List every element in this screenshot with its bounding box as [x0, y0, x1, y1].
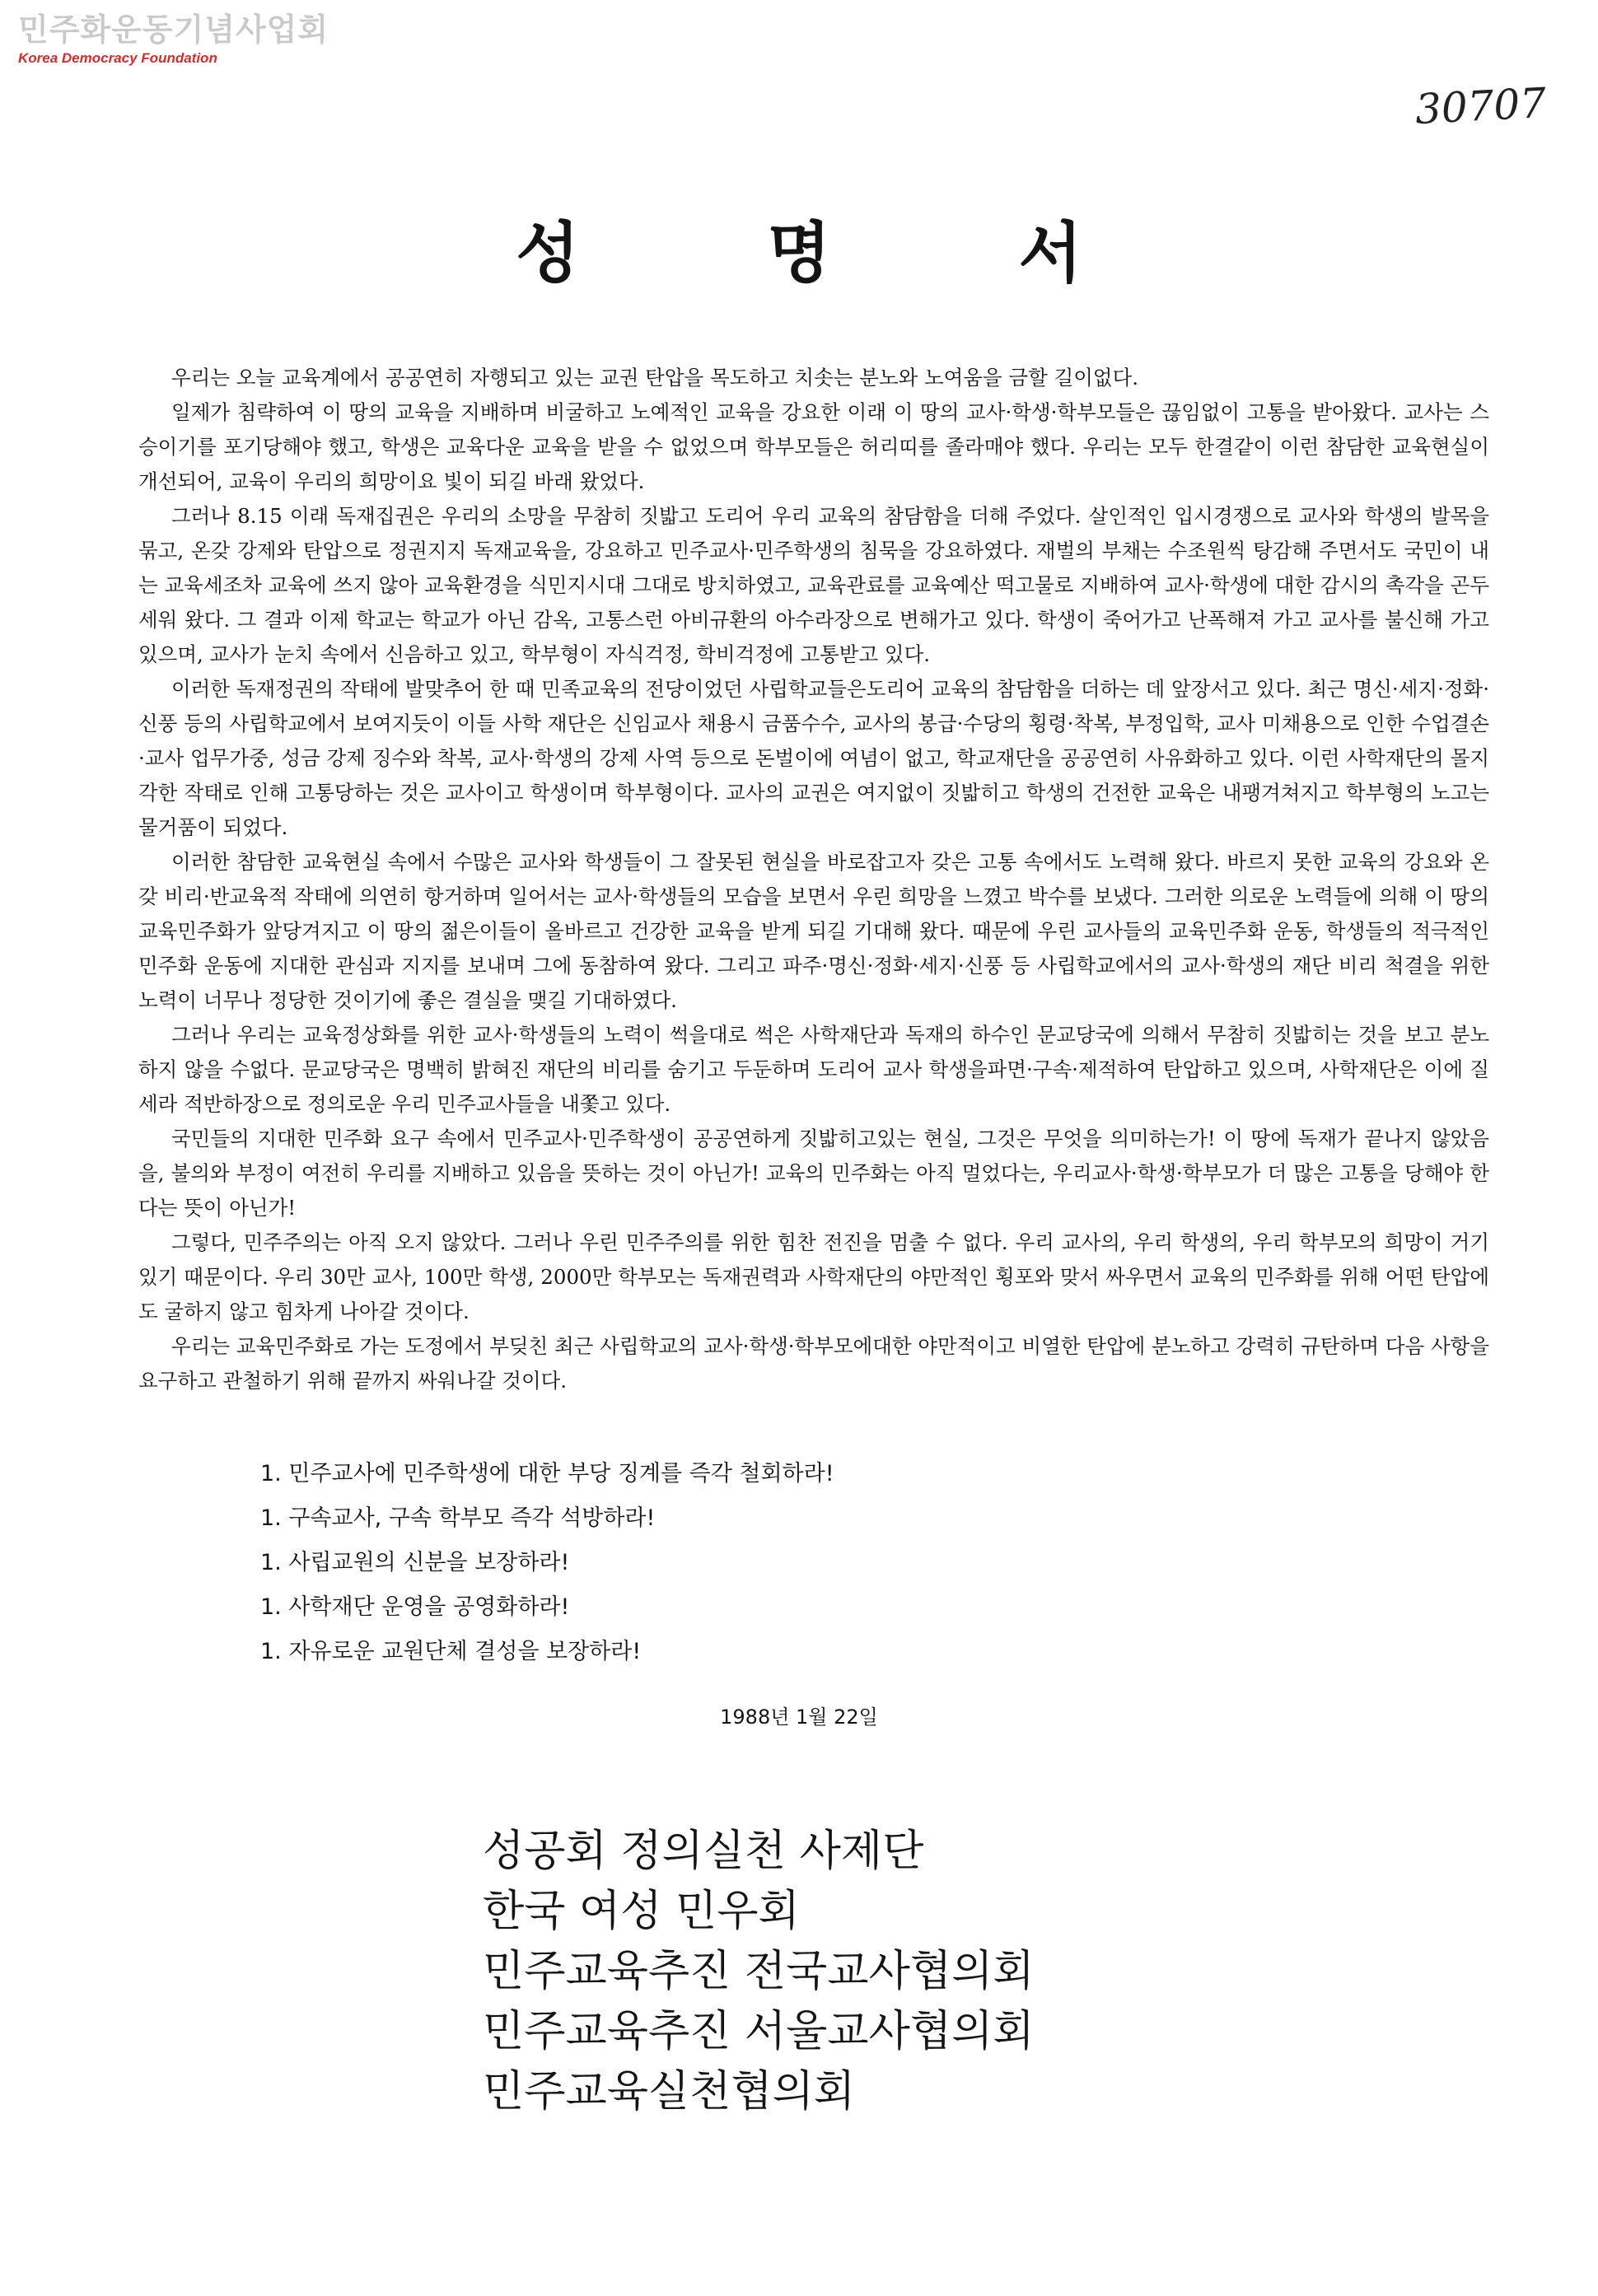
watermark-english: Korea Democracy Foundation [18, 50, 217, 66]
watermark [18, 12, 329, 68]
demand-item: 1. 자유로운 교원단체 결성을 보장하라! [260, 1639, 642, 1664]
organization-name: 성공회 정의실천 사제단 [483, 1827, 924, 1876]
paragraph: 그렇다, 민주주의는 아직 오지 않았다. 그러나 우린 민주주의를 위한 힘찬 전진을 멈출 수 없다. 우리 교사의, 우리 학생의, 우리 학부모의 희망이 거기 있기 때문이다. 우리 30만 교사, 100만 학생, 2000만 학부모는 독재권력과 사학재단의 야만적인 횡포와 맞서 싸우면서 교육의 민주화를 위해 어떤 탄압에도 굴하지 않고 힘차게 나아갈 것이다. [138, 1230, 1489, 1323]
paragraph: 국민들의 지대한 민주화 요구 속에서 민주교사·민주학생이 공공연하게 짓밟히고있는 현실, 그것은 무엇을 의미하는가! 이 땅에 독재가 끝나지 않았음을, 불의와 부정이 여전히 우리를 지배하고 있음을 뜻하는 것이 아닌가! 교육의 민주화는 아직 멀었다는, 우리교사·학생·학부모가 더 많은 고통을 당해야 한다는 뜻이 아닌가! [138, 1127, 1489, 1220]
paragraph: 우리는 오늘 교육계에서 공공연히 자행되고 있는 교권 탄압을 목도하고 치솟는 분노와 노여움을 금할 길이없다. [171, 366, 1139, 390]
statement-date: 1988년 1월 22일 [720, 1706, 878, 1729]
paragraph: 일제가 침략하여 이 땅의 교육을 지배하며 비굴하고 노예적인 교육을 강요한 이래 이 땅의 교사·학생·학부모들은 끊임없이 고통을 받아왔다. 교사는 스승이기를 포기당해야 했고, 학생은 교육다운 교육을 받을 수 없었으며 학부모들은 허리띠를 졸라매야 했다. 우리는 모두 한결같이 이런 참담한 교육현실이 개선되어, 교육이 우리의 희망이요 빛이 되길 바래 왔었다. [138, 400, 1489, 493]
organization-name: 민주교육추진 전국교사협의회 [483, 1947, 1035, 1996]
paragraph: 우리는 교육민주화로 가는 도정에서 부딪친 최근 사립학교의 교사·학생·학부모에대한 야만적이고 비열한 탄압에 분노하고 강력히 규탄하며 다음 사항을 요구하고 관철하기 위해 끝까지 싸워나갈 것이다. [138, 1334, 1489, 1393]
demand-item: 1. 사립교원의 신분을 보장하라! [260, 1550, 570, 1575]
paragraph: 그러나 우리는 교육정상화를 위한 교사·학생들의 노력이 썩을대로 썩은 사학재단과 독재의 하수인 문교당국에 의해서 무참히 짓밟히는 것을 보고 분노하지 않을 수없다. 문교당국은 명백히 밝혀진 재단의 비리를 숨기고 두둔하며 도리어 교사 학생을파면·구속·제적하여 탄압하고 있으며, 사학재단은 이에 질세라 적반하장으로 정의로운 우리 민주교사들을 내쫓고 있다. [138, 1023, 1489, 1116]
demands-list [260, 1452, 834, 1674]
organization-name: 민주교육추진 서울교사협의회 [483, 2007, 1035, 2056]
signatory-organizations [483, 1822, 1035, 2122]
organization-name: 한국 여성 민우회 [483, 1887, 800, 1936]
paragraph: 이러한 참담한 교육현실 속에서 수많은 교사와 학생들이 그 잘못된 현실을 바로잡고자 갖은 고통 속에서도 노력해 왔다. 바르지 못한 교육의 강요와 온갖 비리·반교육적 작태에 의연히 항거하며 일어서는 교사·학생들의 모습을 보면서 우린 희망을 느꼈고 박수를 보냈다. 그러한 의로운 노력들에 의해 이 땅의 교육민주화가 앞당겨지고 이 땅의 젊은이들이 올바르고 건강한 교육을 받게 되길 기대해 왔다. 때문에 우린 교사들의 교육민주화 운동, 학생들의 적극적인 민주화 운동에 지대한 관심과 지지를 보내며 그에 동참하여 왔다. 그리고 파주·명신·정화·세지·신풍 등 사립학교에서의 교사·학생의 재단 비리 척결을 위한 노력이 너무나 정당한 것이기에 좋은 결실을 맺길 기대하였다. [138, 850, 1489, 1012]
statement-body [138, 361, 1489, 1398]
document-title: 성 명 서 [516, 215, 1165, 292]
paragraph: 이러한 독재정권의 작태에 발맞추어 한 때 민족교육의 전당이었던 사립학교들은도리어 교육의 참담함을 더하는 데 앞장서고 있다. 최근 명신·세지·정화·신풍 등의 사립학교에서 보여지듯이 이들 사학 재단은 신임교사 채용시 금품수수, 교사의 봉급·수당의 횡령·착복, 부정입학, 교사 미채용으로 인한 수업결손·교사 업무가중, 성금 강제 징수와 착복, 교사·학생의 강제 사역 등으로 돈벌이에 여념이 없고, 학교재단을 공공연히 사유화하고 있다. 이런 사학재단의 몰지각한 작태로 인해 고통당하는 것은 교사이고 학생이며 학부형이다. 교사의 교권은 여지없이 짓밟히고 학생의 건전한 교육은 내팽겨쳐지고 학부형의 노고는 물거품이 되었다. [138, 677, 1489, 839]
demand-item: 1. 사학재단 운영을 공영화하라! [260, 1594, 570, 1620]
handwritten-document-number: 30707 [1413, 78, 1548, 134]
organization-name: 민주교육실천협의회 [483, 2067, 856, 2116]
watermark-korean: 민주화운동기념사업회 [18, 12, 329, 48]
demand-item: 1. 구속교사, 구속 학부모 즉각 석방하라! [260, 1505, 656, 1531]
paragraph: 그러나 8.15 이래 독재집권은 우리의 소망을 무참히 짓밟고 도리어 우리 교육의 참담함을 더해 주었다. 살인적인 입시경쟁으로 교사와 학생의 발목을 묶고, 온갖 강제와 탄압으로 정권지지 독재교육을, 강요하고 민주교사·민주학생의 침묵을 강요하였다. 재벌의 부채는 수조원씩 탕감해 주면서도 국민이 내는 교육세조차 교육에 쓰지 않아 교육환경을 식민지시대 그대로 방치하였고, 교육관료를 교육예산 떡고물로 지배하여 교사·학생에 대한 감시의 촉각을 곤두세워 왔다. 그 결과 이제 학교는 학교가 아닌 감옥, 고통스런 아비규환의 아수라장으로 변해가고 있다. 학생이 죽어가고 난폭해져 가고 교사를 불신해 가고 있으며, 교사가 눈치 속에서 신음하고 있고, 학부형이 자식걱정, 학비걱정에 고통받고 있다. [138, 504, 1489, 666]
demand-item: 1. 민주교사에 민주학생에 대한 부당 징계를 즉각 철회하라! [260, 1461, 834, 1486]
